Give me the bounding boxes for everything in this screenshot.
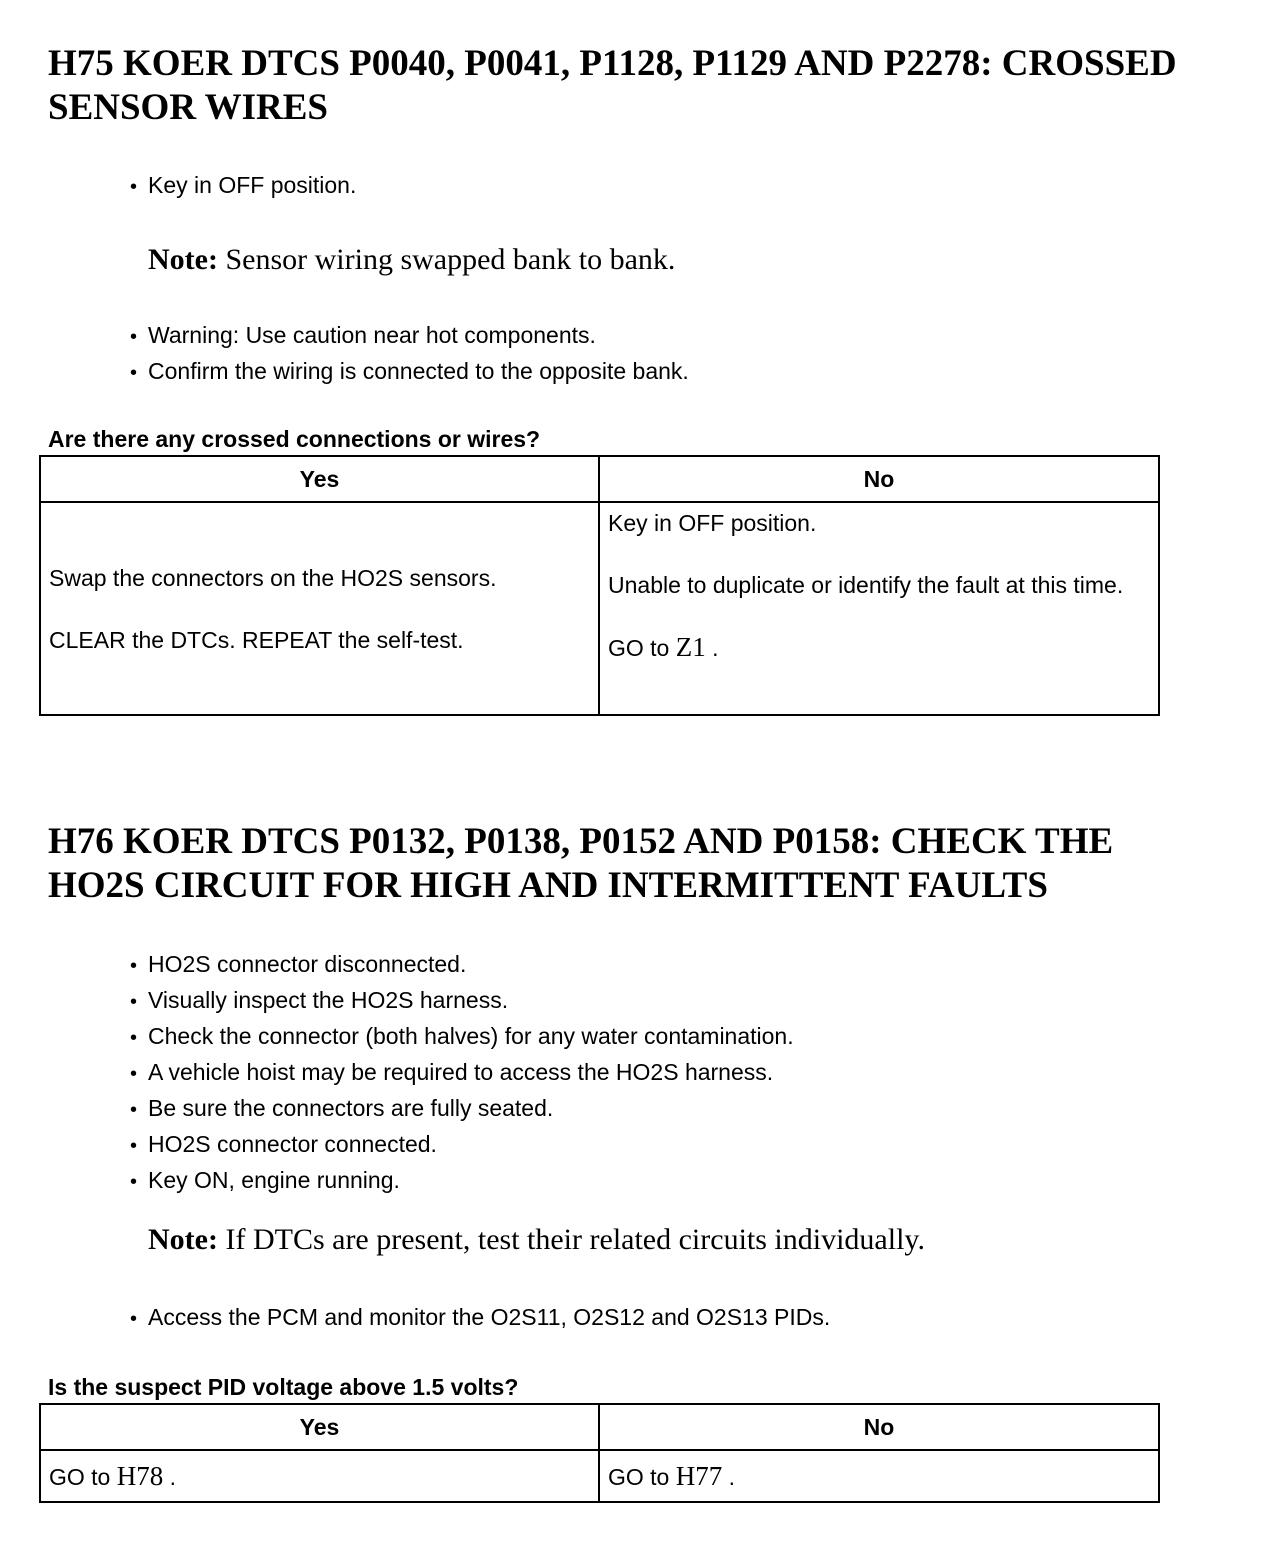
note-label: Note: — [148, 1223, 218, 1256]
list-item: • Access the PCM and monitor the O2S11, O2S12 and O2S13 PIDs. — [130, 1300, 830, 1336]
h76-bullet-list-1 — [130, 947, 794, 1199]
h75-bullet-list-2 — [130, 318, 689, 390]
list-item: • Warning: Use caution near hot components. — [130, 318, 689, 354]
yes-header: Yes — [40, 456, 599, 502]
list-item: • Key ON, engine running. — [130, 1163, 794, 1199]
yes-header: Yes — [40, 1404, 599, 1450]
note-text: If DTCs are present, test their related circuits individually. — [225, 1223, 925, 1256]
yes-line: CLEAR the DTCs. REPEAT the self-test. — [49, 626, 464, 653]
no-cell — [599, 502, 1159, 715]
yes-cell — [40, 502, 599, 715]
h75-title: H75 KOER DTCS P0040, P0041, P1128, P1129 AND P2278: CROSSED SENSOR WIRES — [48, 43, 1177, 128]
goto-ref[interactable]: H77 — [675, 1460, 723, 1491]
no-cell — [599, 1450, 1159, 1502]
goto-ref[interactable]: Z1 — [675, 632, 706, 662]
h76-title: H76 KOER DTCS P0132, P0138, P0152 AND P0158: CHECK THE HO2S CIRCUIT FOR HIGH AND INTERMITTENT FAULTS — [48, 821, 1114, 906]
goto-ref[interactable]: H78 — [116, 1460, 164, 1491]
goto-link-h77[interactable] — [608, 1460, 736, 1491]
list-item: • Key in OFF position. — [130, 168, 356, 204]
goto-prefix: GO to — [49, 1463, 111, 1490]
no-header: No — [599, 456, 1159, 502]
goto-suffix: . — [705, 635, 719, 661]
no-line: Unable to duplicate or identify the fault at this time. — [608, 572, 1124, 598]
goto-suffix: . — [722, 1463, 736, 1490]
goto-suffix: . — [163, 1463, 177, 1490]
h76-question: Is the suspect PID voltage above 1.5 volts? — [48, 1374, 519, 1400]
goto-link-h78[interactable] — [49, 1460, 177, 1491]
list-item: • Check the connector (both halves) for any water contamination. — [130, 1019, 794, 1055]
h75-question: Are there any crossed connections or wires? — [48, 426, 541, 452]
h76-bullet-list-2 — [130, 1300, 830, 1336]
yes-cell — [40, 1450, 599, 1502]
no-header: No — [599, 1404, 1159, 1450]
note-label: Note: — [148, 243, 218, 276]
note-text: Sensor wiring swapped bank to bank. — [225, 243, 676, 276]
h76-answer-table — [39, 1403, 1160, 1503]
list-item: • HO2S connector connected. — [130, 1127, 794, 1163]
goto-prefix: GO to — [608, 1463, 670, 1490]
h75-bullet-list-1 — [130, 168, 356, 204]
list-item: • Visually inspect the HO2S harness. — [130, 983, 794, 1019]
goto-link-z1[interactable] — [608, 631, 1150, 664]
no-line: Key in OFF position. — [608, 510, 817, 536]
list-item: • HO2S connector disconnected. — [130, 947, 794, 983]
yes-line: Swap the connectors on the HO2S sensors. — [49, 564, 497, 591]
goto-prefix: GO to — [608, 635, 670, 661]
h75-answer-table — [39, 455, 1160, 716]
h76-note — [148, 1222, 925, 1258]
h75-note — [148, 242, 675, 278]
list-item: • A vehicle hoist may be required to access the HO2S harness. — [130, 1055, 794, 1091]
list-item: • Be sure the connectors are fully seated. — [130, 1091, 794, 1127]
list-item: • Confirm the wiring is connected to the opposite bank. — [130, 354, 689, 390]
